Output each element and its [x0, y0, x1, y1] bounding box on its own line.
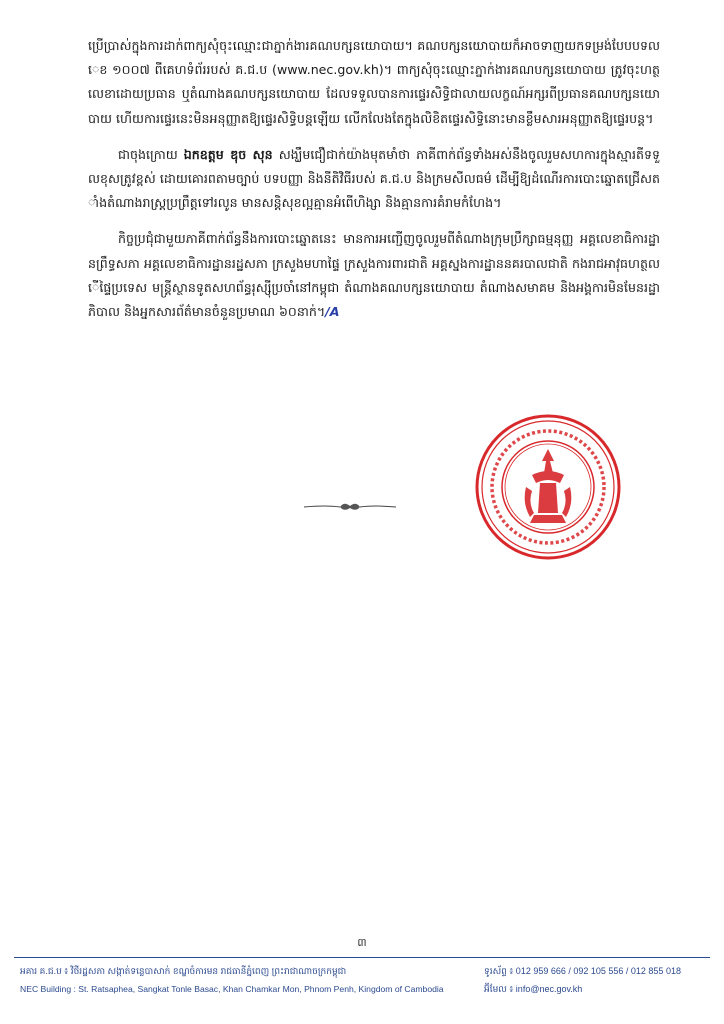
footer-address [20, 962, 480, 998]
paragraph-1: ប្រើប្រាស់ក្នុងការដាក់ពាក្យសុំចុះឈ្មោះជាភ្នាក់ងារគណបក្សនយោបាយ។ គណបក្សនយោបាយក៏អាចទាញយកទម្រង់បែបបទលេខ ១០០៧ ពីគេហទំព័ររបស់ គ.ជ.ប (www.nec.gov.kh)។ ពាក្យសុំចុះឈ្មោះភ្នាក់ងារគណបក្សនយោបាយ ត្រូវចុះហត្ថលេខាដោយប្រធាន ឬតំណាងគណបក្សនយោបាយ ដែលទទួលបានការផ្ទេរសិទ្ធិជាលាយលក្ខណ៍អក្សរពីប្រធានគណបក្សនយោបាយ ហើយការផ្ទេរនេះមិនអនុញ្ញាតឱ្យផ្ទេរសិទ្ធិបន្តឡើយ លើកលែងតែក្នុងលិខិតផ្ទេរសិទ្ធិនោះមានខ្លឹមសារអនុញ្ញាតឱ្យផ្ទេរបន្ត។ [88, 38, 660, 126]
paragraph-3 [88, 227, 660, 324]
footer-divider [14, 957, 710, 958]
paragraph-2-rest: សង្ឃឹមជឿជាក់យ៉ាងមុតមាំថា ភាគីពាក់ព័ន្ធទាំងអស់នឹងចូលរួមសហការក្នុងស្មារតីទទួលខុសត្រូវខ្ពស់ ដោយគោរពតាមច្បាប់ បទបញ្ញា និងនីតិវិធីរបស់ គ.ជ.ប និងក្រមសីលធម៌ ដើម្បីឱ្យដំណើរការបោះឆ្នោតជ្រើសតាំងតំណាងរាស្ត្រប្រព្រឹត្តទៅរលូន មានសន្តិសុខល្អគ្មានអំពើហិង្សា និងគ្មានការគំរាមកំហែង។ [88, 146, 660, 211]
email-address: អ៊ីមែល ៖ info@nec.gov.kh [484, 984, 583, 994]
address-english: NEC Building : St. Ratsaphea, Sangkat Tonle Basac, Khan Chamkar Mon, Phnom Penh, Kingdom of Cambodia [20, 984, 444, 994]
official-seal [474, 413, 622, 561]
excellency-name: ឯកឧត្តម ឌុច សុន [183, 146, 273, 162]
paragraph-2-start: ជាចុងក្រោយ [118, 146, 184, 162]
paragraph-3-text: កិច្ចប្រជុំជាមួយភាគីពាក់ព័ន្ធនឹងការបោះឆ្នោតនេះ មានការអញ្ជើញចូលរួមពីតំណាងក្រុមប្រឹក្សាធម្មនុញ្ញ អគ្គលេខាធិការដ្ឋានព្រឹទ្ធសភា អគ្គលេខាធិការដ្ឋានរដ្ឋសភា ក្រសួងមហាផ្ទៃ ក្រសួងការពារជាតិ អគ្គស្នងការដ្ឋាននគរបាលជាតិ កងរាជអាវុធហត្ថលើផ្ទៃប្រទេស មន្ត្រីស្ថានទូតសហព័ន្ធរុស្ស៊ីប្រចាំនៅកម្ពុជា តំណាងគណបក្សនយោបាយ តំណាងសមាគម និងអង្គការមិនមែនរដ្ឋាភិបាល និងអ្នកសារព័ត៌មានចំនួនប្រមាណ ៦០នាក់។ [88, 231, 660, 320]
phone-numbers: ទូរស័ព្ទ ៖ 012 959 666 / 092 105 556 / 012 855 018 [484, 966, 681, 976]
document-body [88, 34, 660, 336]
footer-contact [484, 962, 710, 998]
address-khmer: អគារ គ.ជ.ប ៖ វិថីរដ្ឋសភា សង្កាត់ទន្លេបាសាក់ ខណ្ឌចំការមន រាជធានីភ្នំពេញ ព្រះរាជាណាចក្រកម្ពុជា [20, 966, 347, 976]
page-number: ៣ [357, 936, 367, 949]
ornamental-divider [300, 498, 400, 516]
initial-mark: /A [325, 304, 340, 320]
paragraph-2 [88, 143, 660, 216]
